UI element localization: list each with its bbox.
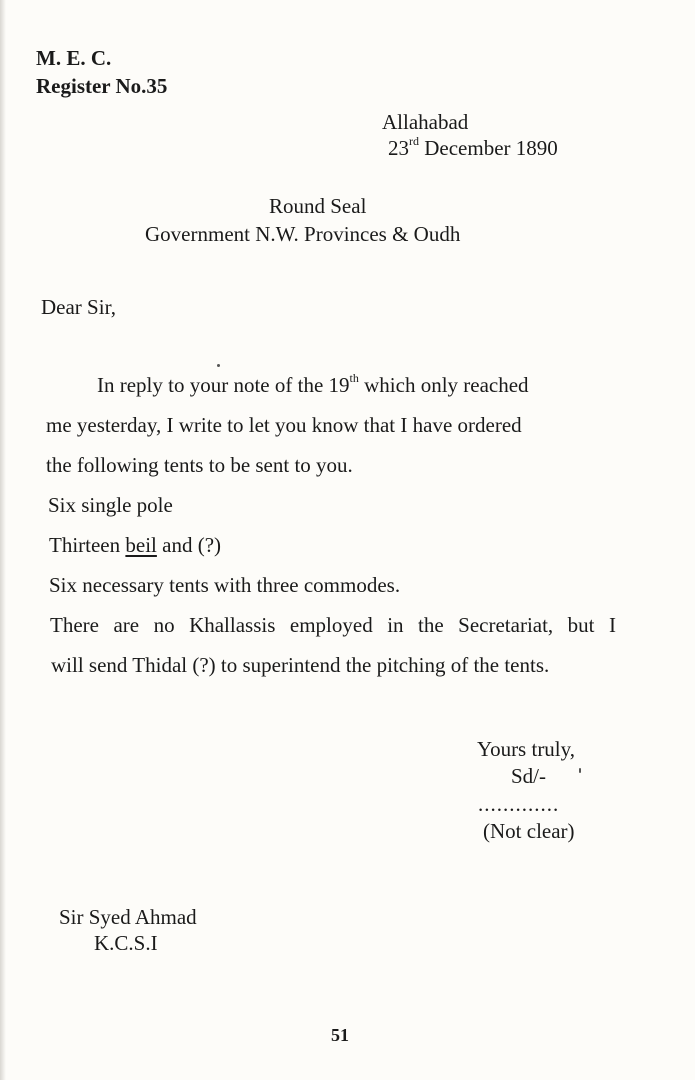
body-line-1 xyxy=(46,365,626,405)
page-edge-shadow xyxy=(0,0,6,1080)
body-line-5 xyxy=(46,525,626,565)
date-day-suffix: rd xyxy=(409,134,419,148)
addressee-title: K.C.S.I xyxy=(94,931,158,955)
org-abbreviation: M. E. C. xyxy=(36,46,112,70)
signature-dots: ............. xyxy=(478,792,560,816)
date-day: 23 xyxy=(388,136,409,160)
salutation: Dear Sir, xyxy=(41,295,116,319)
page-number: 51 xyxy=(331,1025,349,1045)
body-line-8: will send Thidal (?) to superintend the pitching of the tents. xyxy=(51,653,550,677)
register-number: Register No.35 xyxy=(36,74,168,98)
valediction: Yours truly, xyxy=(477,737,576,761)
body-line-1-b: which only reached xyxy=(358,373,529,397)
seal-authority: Government N.W. Provinces & Oudh xyxy=(145,222,461,246)
body-line-5-a: Thirteen xyxy=(49,533,126,557)
ink-mark xyxy=(579,768,581,773)
signed-marker: Sd/- xyxy=(511,764,547,788)
addressee-name: Sir Syed Ahmad xyxy=(59,905,197,929)
body-line-4: Six single pole xyxy=(48,493,173,517)
body-line-7: There are no Khallassis employed in the Secretariat, but I xyxy=(50,613,616,637)
body-line-3: the following tents to be sent to you. xyxy=(46,453,353,477)
letter-place: Allahabad xyxy=(382,110,469,134)
seal-label: Round Seal xyxy=(269,194,367,218)
body-line-5-underlined: beil xyxy=(125,533,157,557)
body-line-1-a: In reply to your note of the 19 xyxy=(97,373,350,397)
body-line-5-b: and (?) xyxy=(156,533,222,557)
body-line-6: Six necessary tents with three commodes. xyxy=(49,573,401,597)
letter-body xyxy=(46,365,626,685)
body-line-2: me yesterday, I write to let you know that I have ordered xyxy=(46,413,522,437)
letter-date xyxy=(388,134,558,160)
body-line-1-sup: th xyxy=(349,371,359,385)
signature-note: (Not clear) xyxy=(483,819,575,843)
date-month-year: December 1890 xyxy=(424,136,558,160)
